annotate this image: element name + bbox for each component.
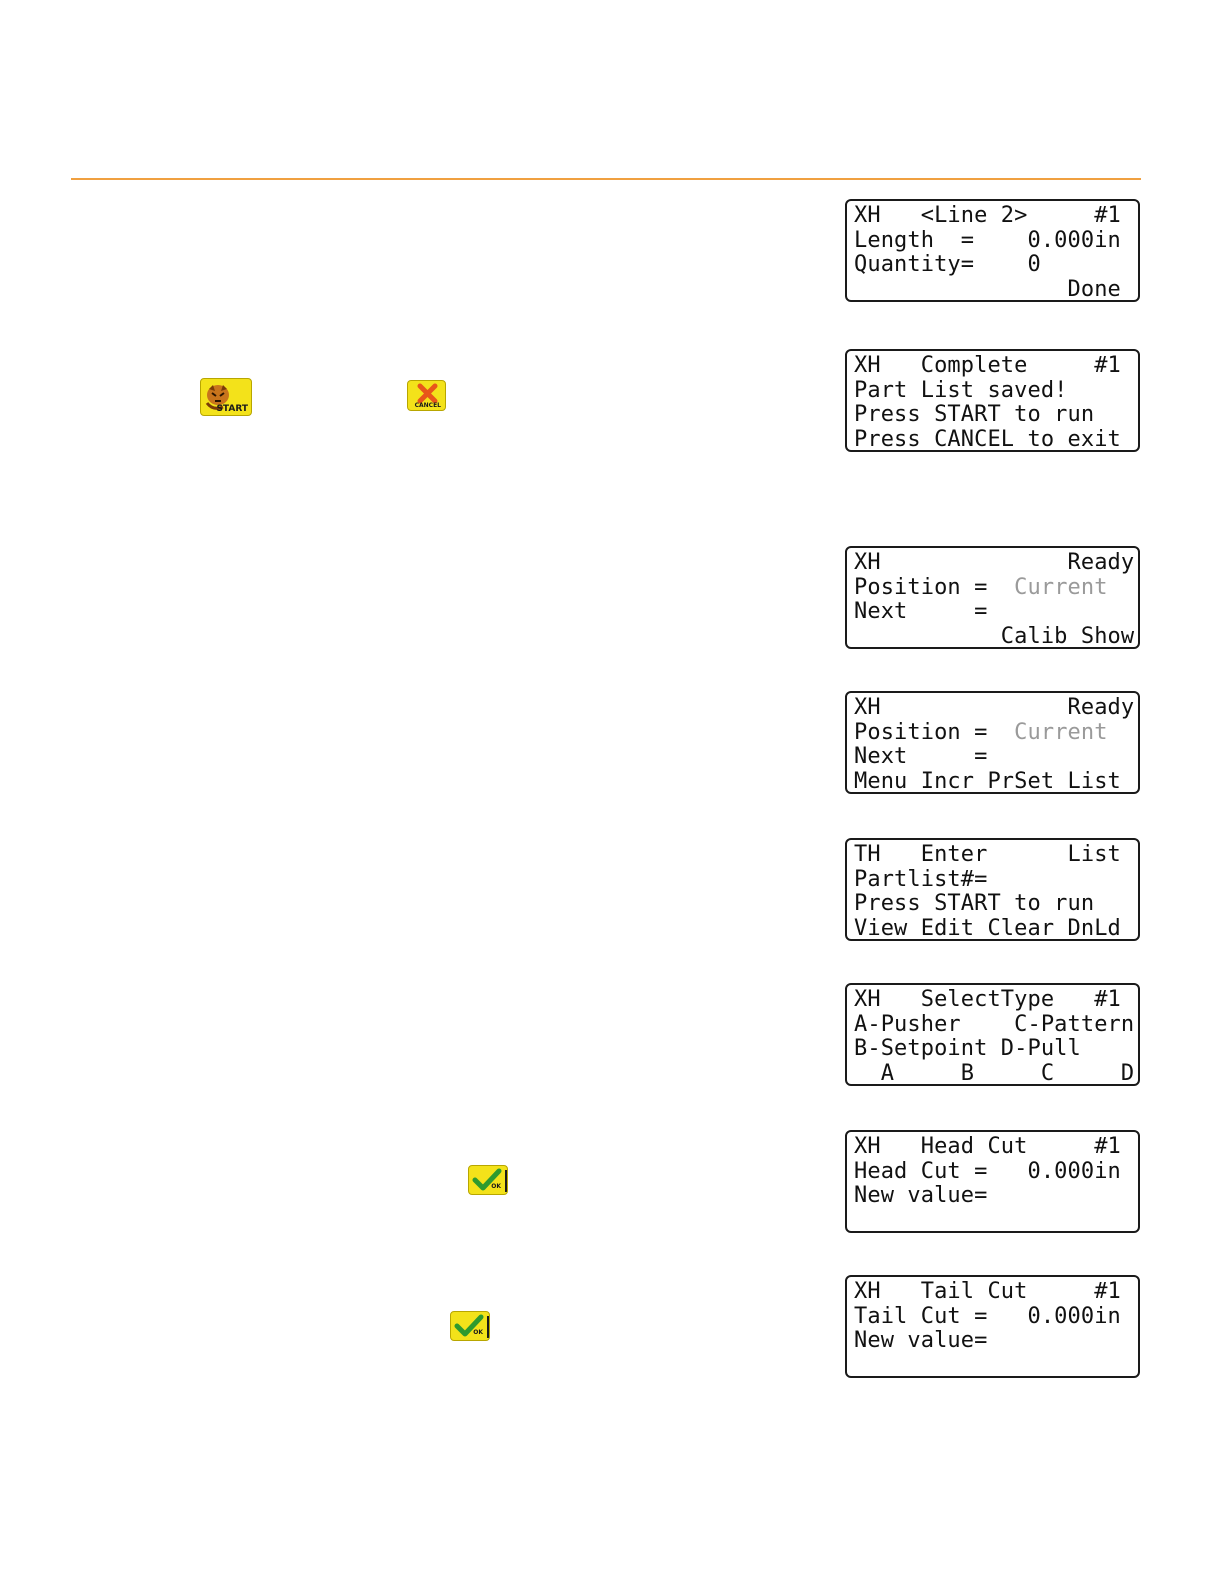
ok-key-icon xyxy=(468,1165,508,1195)
lcd-line: A-Pusher C-Pattern xyxy=(854,1011,1135,1037)
lcd-line: XH Ready xyxy=(854,695,1135,720)
lcd-line xyxy=(854,1209,1131,1234)
lcd-line: XH Head Cut #1 xyxy=(854,1134,1121,1159)
lcd-line: Menu Incr PrSet List xyxy=(854,768,1121,794)
lcd-line: Part List saved! xyxy=(854,377,1068,403)
lcd-line: XH Ready xyxy=(854,550,1135,575)
check-mark-icon xyxy=(469,1166,508,1195)
lcd-line: Next = xyxy=(854,599,988,624)
lcd-line: Length = 0.000in xyxy=(854,227,1121,253)
lcd-line: Head Cut = 0.000in xyxy=(854,1158,1121,1184)
lcd-line: TH Enter List xyxy=(854,842,1121,867)
header-rule xyxy=(71,178,1141,180)
lcd-screen-list xyxy=(845,838,1140,941)
lcd-line-position xyxy=(854,721,1131,746)
lcd-line: XH Complete #1 xyxy=(854,353,1121,378)
lcd-line: XH <Line 2> #1 xyxy=(854,203,1121,228)
start-key-icon xyxy=(200,378,252,416)
lcd-screen-line2 xyxy=(845,199,1140,302)
lcd-line: Position = Current xyxy=(854,574,1108,600)
lcd-line: Position = Current xyxy=(854,719,1108,745)
lcd-line: Done xyxy=(854,276,1121,302)
lcd-line: Calib Show xyxy=(854,623,1135,649)
lcd-screen-tail-cut xyxy=(845,1275,1140,1378)
lcd-line: XH SelectType #1 xyxy=(854,987,1121,1012)
lcd-line: Press START to run xyxy=(854,891,1095,916)
lcd-screen-ready-menu xyxy=(845,691,1140,794)
position-current-value: Current xyxy=(1014,719,1108,745)
check-mark-icon xyxy=(451,1312,490,1341)
cancel-key-icon xyxy=(407,380,446,411)
lcd-line xyxy=(854,1354,1131,1379)
lcd-line: Quantity= 0 xyxy=(854,252,1041,277)
lcd-line: Press START to run xyxy=(854,402,1095,427)
cancel-key-label: CANCEL xyxy=(414,402,441,409)
position-current-value: Current xyxy=(1014,574,1108,600)
ok-key-label: OK xyxy=(473,1329,483,1336)
lcd-line: New value= xyxy=(854,1328,988,1353)
ok-key-label: OK xyxy=(491,1183,501,1190)
lcd-line: A B C D xyxy=(854,1060,1135,1086)
lcd-line: Tail Cut = 0.000in xyxy=(854,1303,1121,1329)
lcd-screen-complete xyxy=(845,349,1140,452)
lcd-line: View Edit Clear DnLd xyxy=(854,915,1121,941)
lcd-line: XH Tail Cut #1 xyxy=(854,1279,1121,1304)
lcd-screen-select-type xyxy=(845,983,1140,1086)
lcd-line: Next = xyxy=(854,744,988,769)
lcd-line: New value= xyxy=(854,1183,988,1208)
lcd-line: B-Setpoint D-Pull xyxy=(854,1036,1081,1061)
lcd-screen-ready-calib xyxy=(845,546,1140,649)
start-key-label: START xyxy=(216,404,248,414)
lcd-line-position xyxy=(854,576,1131,601)
lcd-screen-head-cut xyxy=(845,1130,1140,1233)
lcd-line: Press CANCEL to exit xyxy=(854,426,1121,452)
lcd-line: Partlist#= xyxy=(854,866,988,892)
ok-key-icon xyxy=(450,1311,490,1341)
